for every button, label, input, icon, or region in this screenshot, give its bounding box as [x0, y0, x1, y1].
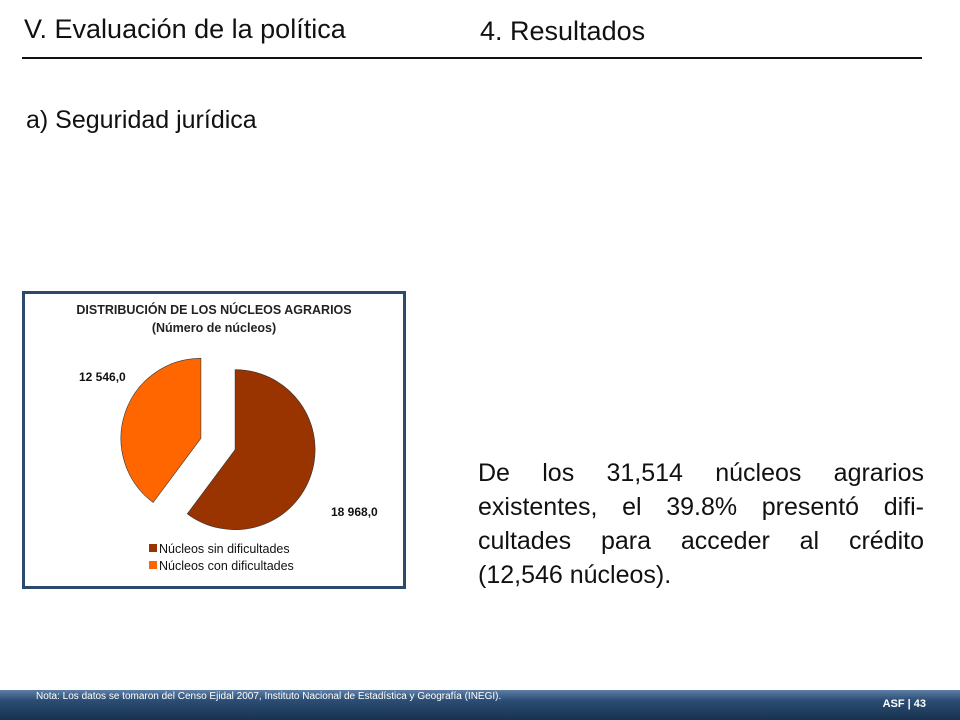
pie-slice-con-dificultades — [121, 358, 201, 502]
legend-label: Núcleos sin dificultades — [159, 542, 290, 556]
pie-chart-panel — [22, 291, 406, 589]
subsection-heading: a) Seguridad jurídica — [26, 106, 257, 134]
pie-chart — [25, 294, 403, 586]
pie-slice-sin-dificultades — [187, 370, 315, 530]
legend-swatch — [149, 561, 157, 569]
chart-title: DISTRIBUCIÓN DE LOS NÚCLEOS AGRARIOS — [76, 303, 352, 317]
legend-swatch — [149, 544, 157, 552]
chart-subtitle: (Número de núcleos) — [151, 321, 277, 335]
header-divider — [22, 57, 922, 59]
slice-data-label: 12 546,0 — [79, 370, 126, 384]
page-number: ASF | 43 — [882, 698, 926, 710]
section-title: V. Evaluación de la política — [24, 14, 346, 44]
results-title: 4. Resultados — [480, 16, 646, 46]
legend-label: Núcleos con dificultades — [159, 559, 294, 573]
footer-note: Nota: Los datos se tomaron del Censo Ejidal 2007, Instituto Nacional de Estadística y Geografía (INEGI). — [36, 691, 502, 702]
summary-paragraph: De los 31,514 núcleos agrarios existentes, el 39.8% presentó difi-cultades para acceder al crédito (12,546 núcleos). — [478, 459, 924, 589]
slice-data-label: 18 968,0 — [331, 505, 378, 519]
